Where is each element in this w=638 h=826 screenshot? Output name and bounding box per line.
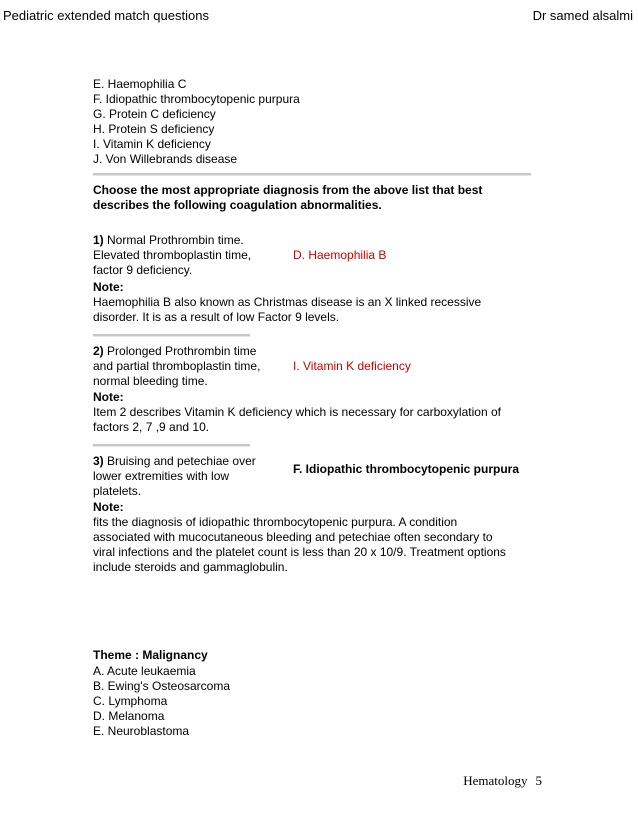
theme-option-b: B. Ewing's Osteosarcoma — [93, 679, 231, 693]
question-3-note — [93, 500, 533, 575]
page-footer — [455, 773, 542, 789]
question-3-number: 3) — [93, 454, 104, 468]
question-1-note-line-2: disorder. It is as a result of low Factor 9 levels. — [93, 310, 340, 324]
footer-page-number: 5 — [535, 773, 542, 788]
instruction-text — [93, 183, 538, 213]
question-2-answer: I. Vitamin K deficiency — [293, 359, 411, 373]
question-divider-1 — [93, 334, 250, 337]
header-document-title: Pediatric extended match questions — [3, 8, 209, 23]
instruction-line-1: Choose the most appropriate diagnosis from the above list that best — [93, 183, 483, 197]
question-3-note-line-1: fits the diagnosis of idiopathic thrombocytopenic purpura. A condition — [93, 515, 458, 529]
section-divider — [93, 173, 531, 176]
option-f: F. Idiopathic thrombocytopenic purpura — [93, 92, 300, 106]
theme-option-c: C. Lymphoma — [93, 694, 168, 708]
question-3-note-line-3: viral infections and the platelet count is less than 20 x 10/9. Treatment options — [93, 545, 506, 559]
theme-title: Theme : Malignancy — [93, 648, 208, 662]
question-3-note-line-4: include steroids and gammaglobulin. — [93, 560, 288, 574]
question-1-note-label: Note: — [93, 280, 124, 294]
option-i: I. Vitamin K deficiency — [93, 137, 211, 151]
question-2-note-label: Note: — [93, 390, 124, 404]
question-1-note-line-1: Haemophilia B also known as Christmas disease is an X linked recessive — [93, 295, 482, 309]
question-3-line-3: platelets. — [93, 484, 142, 498]
option-h: H. Protein S deficiency — [93, 122, 215, 136]
question-2-note-line-1: Item 2 describes Vitamin K deficiency which is necessary for carboxylation of — [93, 405, 501, 419]
question-1-line-3: factor 9 deficiency. — [93, 263, 193, 277]
theme-option-e: E. Neuroblastoma — [93, 724, 190, 738]
question-3-line-2: lower extremities with low — [93, 469, 230, 483]
theme-option-a: A. Acute leukaemia — [93, 664, 196, 678]
question-2-line-1: Prolonged Prothrombin time — [107, 344, 257, 358]
options-list-continued — [93, 77, 533, 167]
option-j: J. Von Willebrands disease — [93, 152, 238, 166]
question-1-number: 1) — [93, 233, 104, 247]
header-author: Dr samed alsalmi — [532, 8, 633, 23]
question-3-note-line-2: associated with mucocutaneous bleeding and petechiae often secondary to — [93, 530, 493, 544]
question-3-note-label: Note: — [93, 500, 124, 514]
theme-option-d: D. Melanoma — [93, 709, 165, 723]
question-3-line-1: Bruising and petechiae over — [107, 454, 256, 468]
instruction-line-2: describes the following coagulation abnormalities. — [93, 198, 382, 212]
question-2-note-line-2: factors 2, 7 ,9 and 10. — [93, 420, 210, 434]
question-1-line-1: Normal Prothrombin time. — [107, 233, 244, 247]
question-2 — [93, 344, 538, 390]
question-3-answer: F. Idiopathic thrombocytopenic purpura — [293, 462, 520, 476]
question-2-line-3: normal bleeding time. — [93, 374, 208, 388]
question-1 — [93, 233, 538, 279]
question-2-note — [93, 390, 533, 435]
question-1-line-2: Elevated thromboplastin time, — [93, 248, 252, 262]
question-2-line-2: and partial thromboplastin time, — [93, 359, 261, 373]
question-1-note — [93, 280, 533, 325]
theme-malignancy — [93, 648, 538, 739]
question-1-answer: D. Haemophilia B — [293, 248, 387, 262]
footer-section: Hematology — [463, 773, 528, 788]
option-g: G. Protein C deficiency — [93, 107, 216, 121]
question-divider-2 — [93, 444, 250, 447]
question-2-number: 2) — [93, 344, 104, 358]
question-3 — [93, 454, 538, 500]
option-e: E. Haemophilia C — [93, 77, 187, 91]
